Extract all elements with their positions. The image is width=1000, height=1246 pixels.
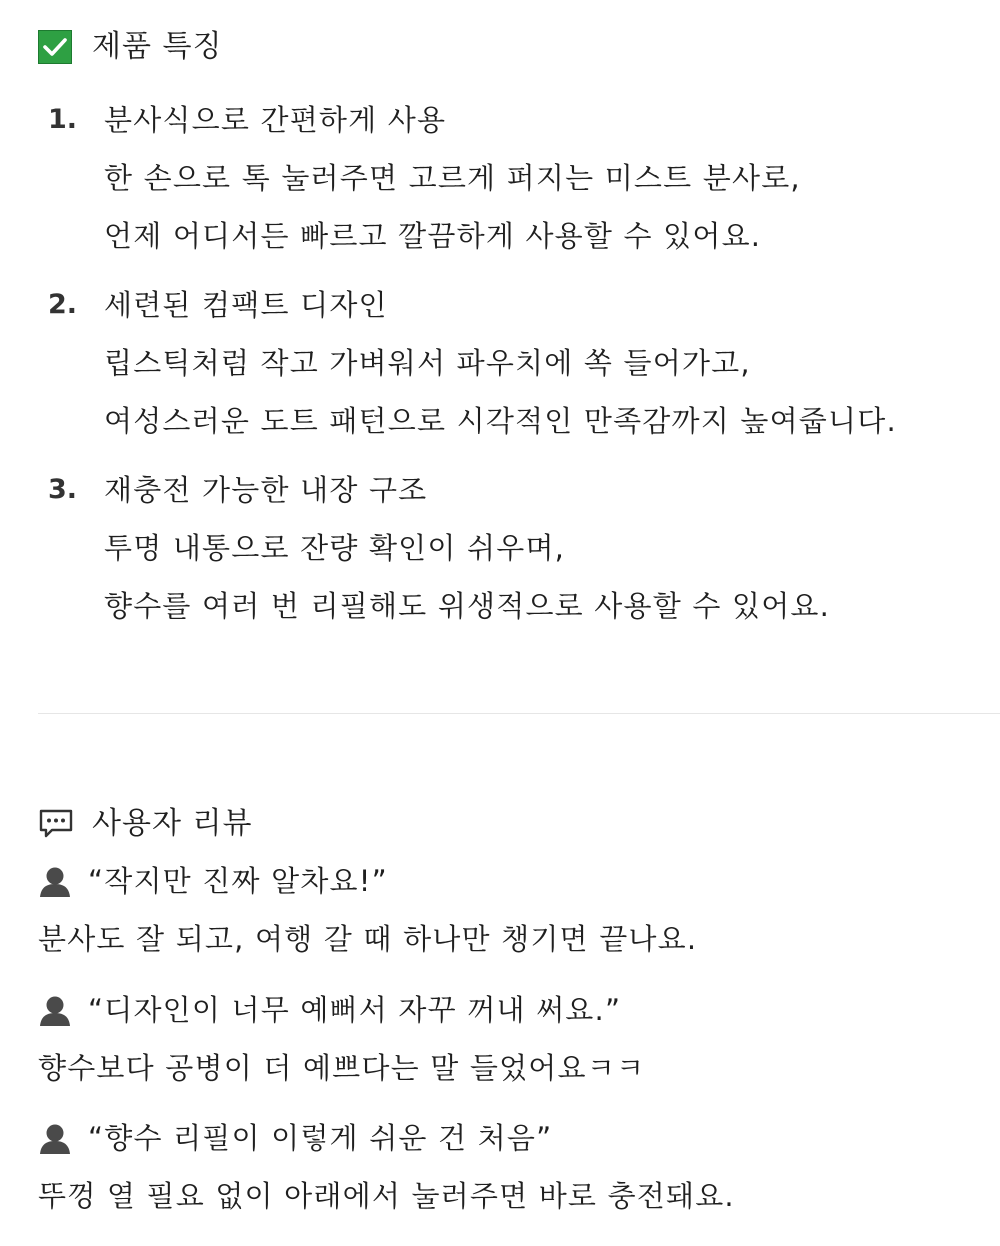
review-body: 분사도 잘 되고, 여행 갈 때 하나만 챙기면 끝나요. bbox=[38, 922, 698, 956]
review-quote-row bbox=[38, 1118, 988, 1158]
review-item-3 bbox=[38, 1118, 988, 1216]
review-quote-row bbox=[38, 990, 988, 1030]
feature-description-line: 언제 어디서든 빠르고 깔끔하게 사용할 수 있어요. bbox=[104, 219, 762, 253]
reviews-heading-label: 사용자 리뷰 bbox=[92, 806, 253, 841]
reviews-heading bbox=[38, 804, 252, 844]
review-item-2 bbox=[38, 990, 988, 1088]
review-quote: “디자인이 너무 예뻐서 자꾸 꺼내 써요.” bbox=[88, 993, 622, 1027]
review-quote: “작지만 진짜 알차요!” bbox=[88, 864, 388, 898]
review-body: 뚜껑 열 필요 없이 아래에서 눌러주면 바로 충전돼요. bbox=[38, 1179, 735, 1213]
review-body: 향수보다 공병이 더 예쁘다는 말 들었어요ㅋㅋ bbox=[38, 1051, 646, 1085]
feature-title: 세련된 컴팩트 디자인 bbox=[104, 288, 388, 322]
features-heading-label: 제품 특징 bbox=[92, 29, 223, 64]
feature-description-line: 여성스러운 도트 패턴으로 시각적인 만족감까지 높여줍니다. bbox=[104, 404, 897, 438]
feature-description-line: 투명 내통으로 잔량 확인이 쉬우며, bbox=[104, 531, 566, 565]
person-silhouette-icon bbox=[38, 1121, 72, 1155]
feature-number: 3. bbox=[48, 474, 78, 505]
speech-bubble-icon bbox=[38, 808, 74, 840]
check-mark-button-icon bbox=[38, 30, 72, 64]
feature-description-line: 립스틱처럼 작고 가벼워서 파우치에 쏙 들어가고, bbox=[104, 346, 751, 380]
feature-number: 2. bbox=[48, 289, 78, 320]
feature-title: 재충전 가능한 내장 구조 bbox=[104, 473, 428, 507]
person-silhouette-icon bbox=[38, 864, 72, 898]
review-quote: “향수 리필이 이렇게 쉬운 건 처음” bbox=[88, 1121, 553, 1155]
feature-title: 분사식으로 간편하게 사용 bbox=[104, 103, 447, 137]
section-divider bbox=[38, 713, 1000, 714]
review-item-1 bbox=[38, 861, 988, 959]
review-quote-row bbox=[38, 861, 988, 901]
feature-number: 1. bbox=[48, 104, 78, 135]
feature-description-line: 향수를 여러 번 리필해도 위생적으로 사용할 수 있어요. bbox=[104, 589, 831, 623]
person-silhouette-icon bbox=[38, 993, 72, 1027]
feature-description-line: 한 손으로 톡 눌러주면 고르게 퍼지는 미스트 분사로, bbox=[104, 161, 801, 195]
features-heading bbox=[38, 27, 222, 67]
